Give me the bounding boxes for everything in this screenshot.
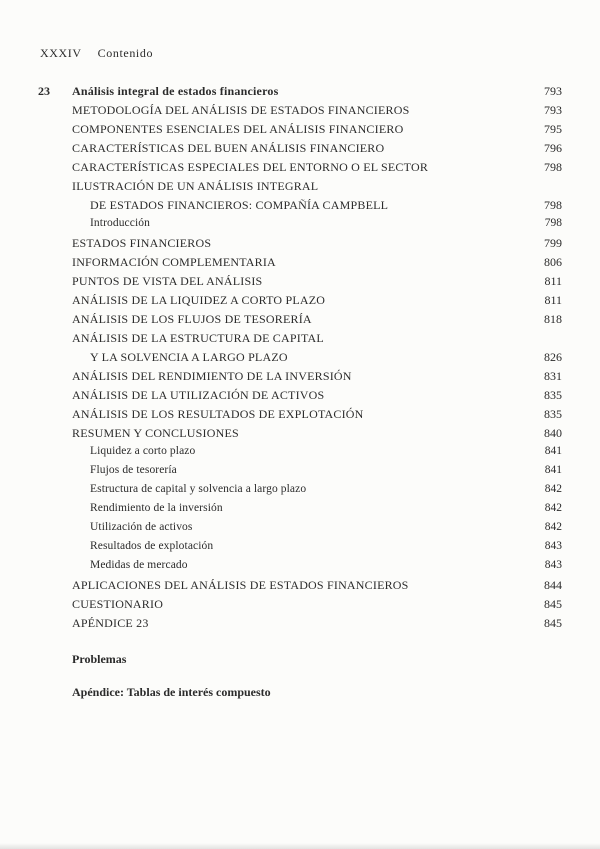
entry-title: ANÁLISIS DEL RENDIMIENTO DE LA INVERSIÓN	[72, 369, 352, 383]
entry-title: ANÁLISIS DE LA UTILIZACIÓN DE ACTIVOS	[72, 388, 325, 402]
toc-entry	[72, 407, 562, 426]
entry-page-number: 811	[544, 274, 562, 288]
entry-page-number: 793	[544, 103, 562, 117]
toc-entry	[72, 179, 562, 198]
entry-page-number: 843	[544, 559, 562, 571]
entry-page-number: 842	[544, 502, 562, 514]
entry-page-number: 799	[544, 236, 562, 250]
entry-page-number: 811	[544, 293, 562, 307]
chapter-heading-row	[38, 84, 562, 99]
entry-title: ESTADOS FINANCIEROS	[72, 236, 212, 250]
toc-entry	[72, 331, 562, 350]
toc-entry	[72, 369, 562, 388]
entry-page-number: 845	[544, 597, 562, 611]
entry-page-number: 845	[544, 616, 562, 630]
entry-title: METODOLOGÍA DEL ANÁLISIS DE ESTADOS FINANCIEROS	[72, 103, 410, 117]
toc-entry	[72, 274, 562, 293]
entry-title: ANÁLISIS DE LOS RESULTADOS DE EXPLOTACIÓN	[72, 407, 364, 421]
entry-title: Y LA SOLVENCIA A LARGO PLAZO	[90, 350, 288, 364]
entry-page-number: 798	[544, 217, 562, 229]
entry-page-number: 835	[544, 388, 562, 402]
entry-page-number: 835	[544, 407, 562, 421]
entry-title: ANÁLISIS DE LOS FLUJOS DE TESORERÍA	[72, 312, 312, 326]
toc-entry	[72, 597, 562, 616]
entry-page-number: 818	[544, 312, 562, 326]
entry-title: Liquidez a corto plazo	[90, 445, 196, 457]
entry-title: Rendimiento de la inversión	[90, 502, 223, 514]
problemas-heading: Problemas	[72, 652, 127, 666]
entry-title: COMPONENTES ESENCIALES DEL ANÁLISIS FINANCIERO	[72, 122, 404, 136]
entry-title: RESUMEN Y CONCLUSIONES	[72, 426, 239, 440]
entry-title: Introducción	[90, 217, 150, 229]
entry-page-number: 841	[544, 464, 562, 476]
toc-entry	[72, 293, 562, 312]
toc-entry	[72, 160, 562, 179]
folio-page-number: XXXIV	[40, 46, 82, 60]
toc-entry	[72, 616, 562, 635]
entry-title: Medidas de mercado	[90, 559, 188, 571]
page-bottom-edge-shadow	[0, 843, 600, 849]
entry-page-number: 843	[544, 540, 562, 552]
apendice-heading: Apéndice: Tablas de interés compuesto	[72, 685, 271, 699]
entry-page-number: 831	[544, 369, 562, 383]
toc-entry	[72, 502, 562, 521]
entry-page-number: 842	[544, 521, 562, 533]
entry-title: Flujos de tesorería	[90, 464, 177, 476]
toc-entry	[72, 198, 562, 217]
toc-entry	[72, 426, 562, 445]
toc-entry	[72, 445, 562, 464]
toc-entry	[72, 540, 562, 559]
toc-entry-list	[72, 103, 562, 635]
entry-title: CARACTERÍSTICAS DEL BUEN ANÁLISIS FINANCIERO	[72, 141, 385, 155]
entry-title: INFORMACIÓN COMPLEMENTARIA	[72, 255, 276, 269]
toc-entry	[72, 217, 562, 236]
entry-title: APÉNDICE 23	[72, 616, 149, 630]
running-header	[40, 46, 153, 61]
toc-entry	[72, 312, 562, 331]
entry-title: Resultados de explotación	[90, 540, 214, 552]
entry-title: Utilización de activos	[90, 521, 193, 533]
entry-page-number: 806	[544, 255, 562, 269]
toc-entry	[72, 141, 562, 160]
entry-title: CARACTERÍSTICAS ESPECIALES DEL ENTORNO O EL SECTOR	[72, 160, 429, 174]
toc-entry	[72, 483, 562, 502]
entry-page-number: 841	[544, 445, 562, 457]
toc-entry	[72, 578, 562, 597]
toc-entry	[72, 388, 562, 407]
entry-title: PUNTOS DE VISTA DEL ANÁLISIS	[72, 274, 263, 288]
toc-entry	[72, 559, 562, 578]
chapter-number: 23	[38, 84, 50, 98]
entry-title: Estructura de capital y solvencia a largo plazo	[90, 483, 307, 495]
chapter-title: Análisis integral de estados financieros	[72, 84, 279, 98]
running-header-title: Contenido	[97, 46, 154, 60]
entry-page-number: 795	[544, 122, 562, 136]
toc-entry	[72, 103, 562, 122]
toc-entry	[72, 236, 562, 255]
entry-title: ANÁLISIS DE LA ESTRUCTURA DE CAPITAL	[72, 331, 324, 345]
entry-page-number: 798	[544, 198, 562, 212]
entry-title: APLICACIONES DEL ANÁLISIS DE ESTADOS FINANCIEROS	[72, 578, 409, 592]
toc-entry	[72, 122, 562, 141]
entry-page-number: 826	[544, 350, 562, 364]
entry-page-number: 796	[544, 141, 562, 155]
toc-entry	[72, 350, 562, 369]
entry-title: ILUSTRACIÓN DE UN ANÁLISIS INTEGRAL	[72, 179, 319, 193]
toc-entry	[72, 255, 562, 274]
entry-page-number: 842	[544, 483, 562, 495]
toc-entry	[72, 521, 562, 540]
toc-entry	[72, 464, 562, 483]
entry-page-number: 844	[544, 578, 562, 592]
entry-page-number: 840	[544, 426, 562, 440]
entry-title: CUESTIONARIO	[72, 597, 164, 611]
entry-title: ANÁLISIS DE LA LIQUIDEZ A CORTO PLAZO	[72, 293, 326, 307]
chapter-page-number: 793	[544, 84, 562, 98]
entry-title: DE ESTADOS FINANCIEROS: COMPAÑÍA CAMPBELL	[90, 198, 389, 212]
entry-page-number: 798	[544, 160, 562, 174]
